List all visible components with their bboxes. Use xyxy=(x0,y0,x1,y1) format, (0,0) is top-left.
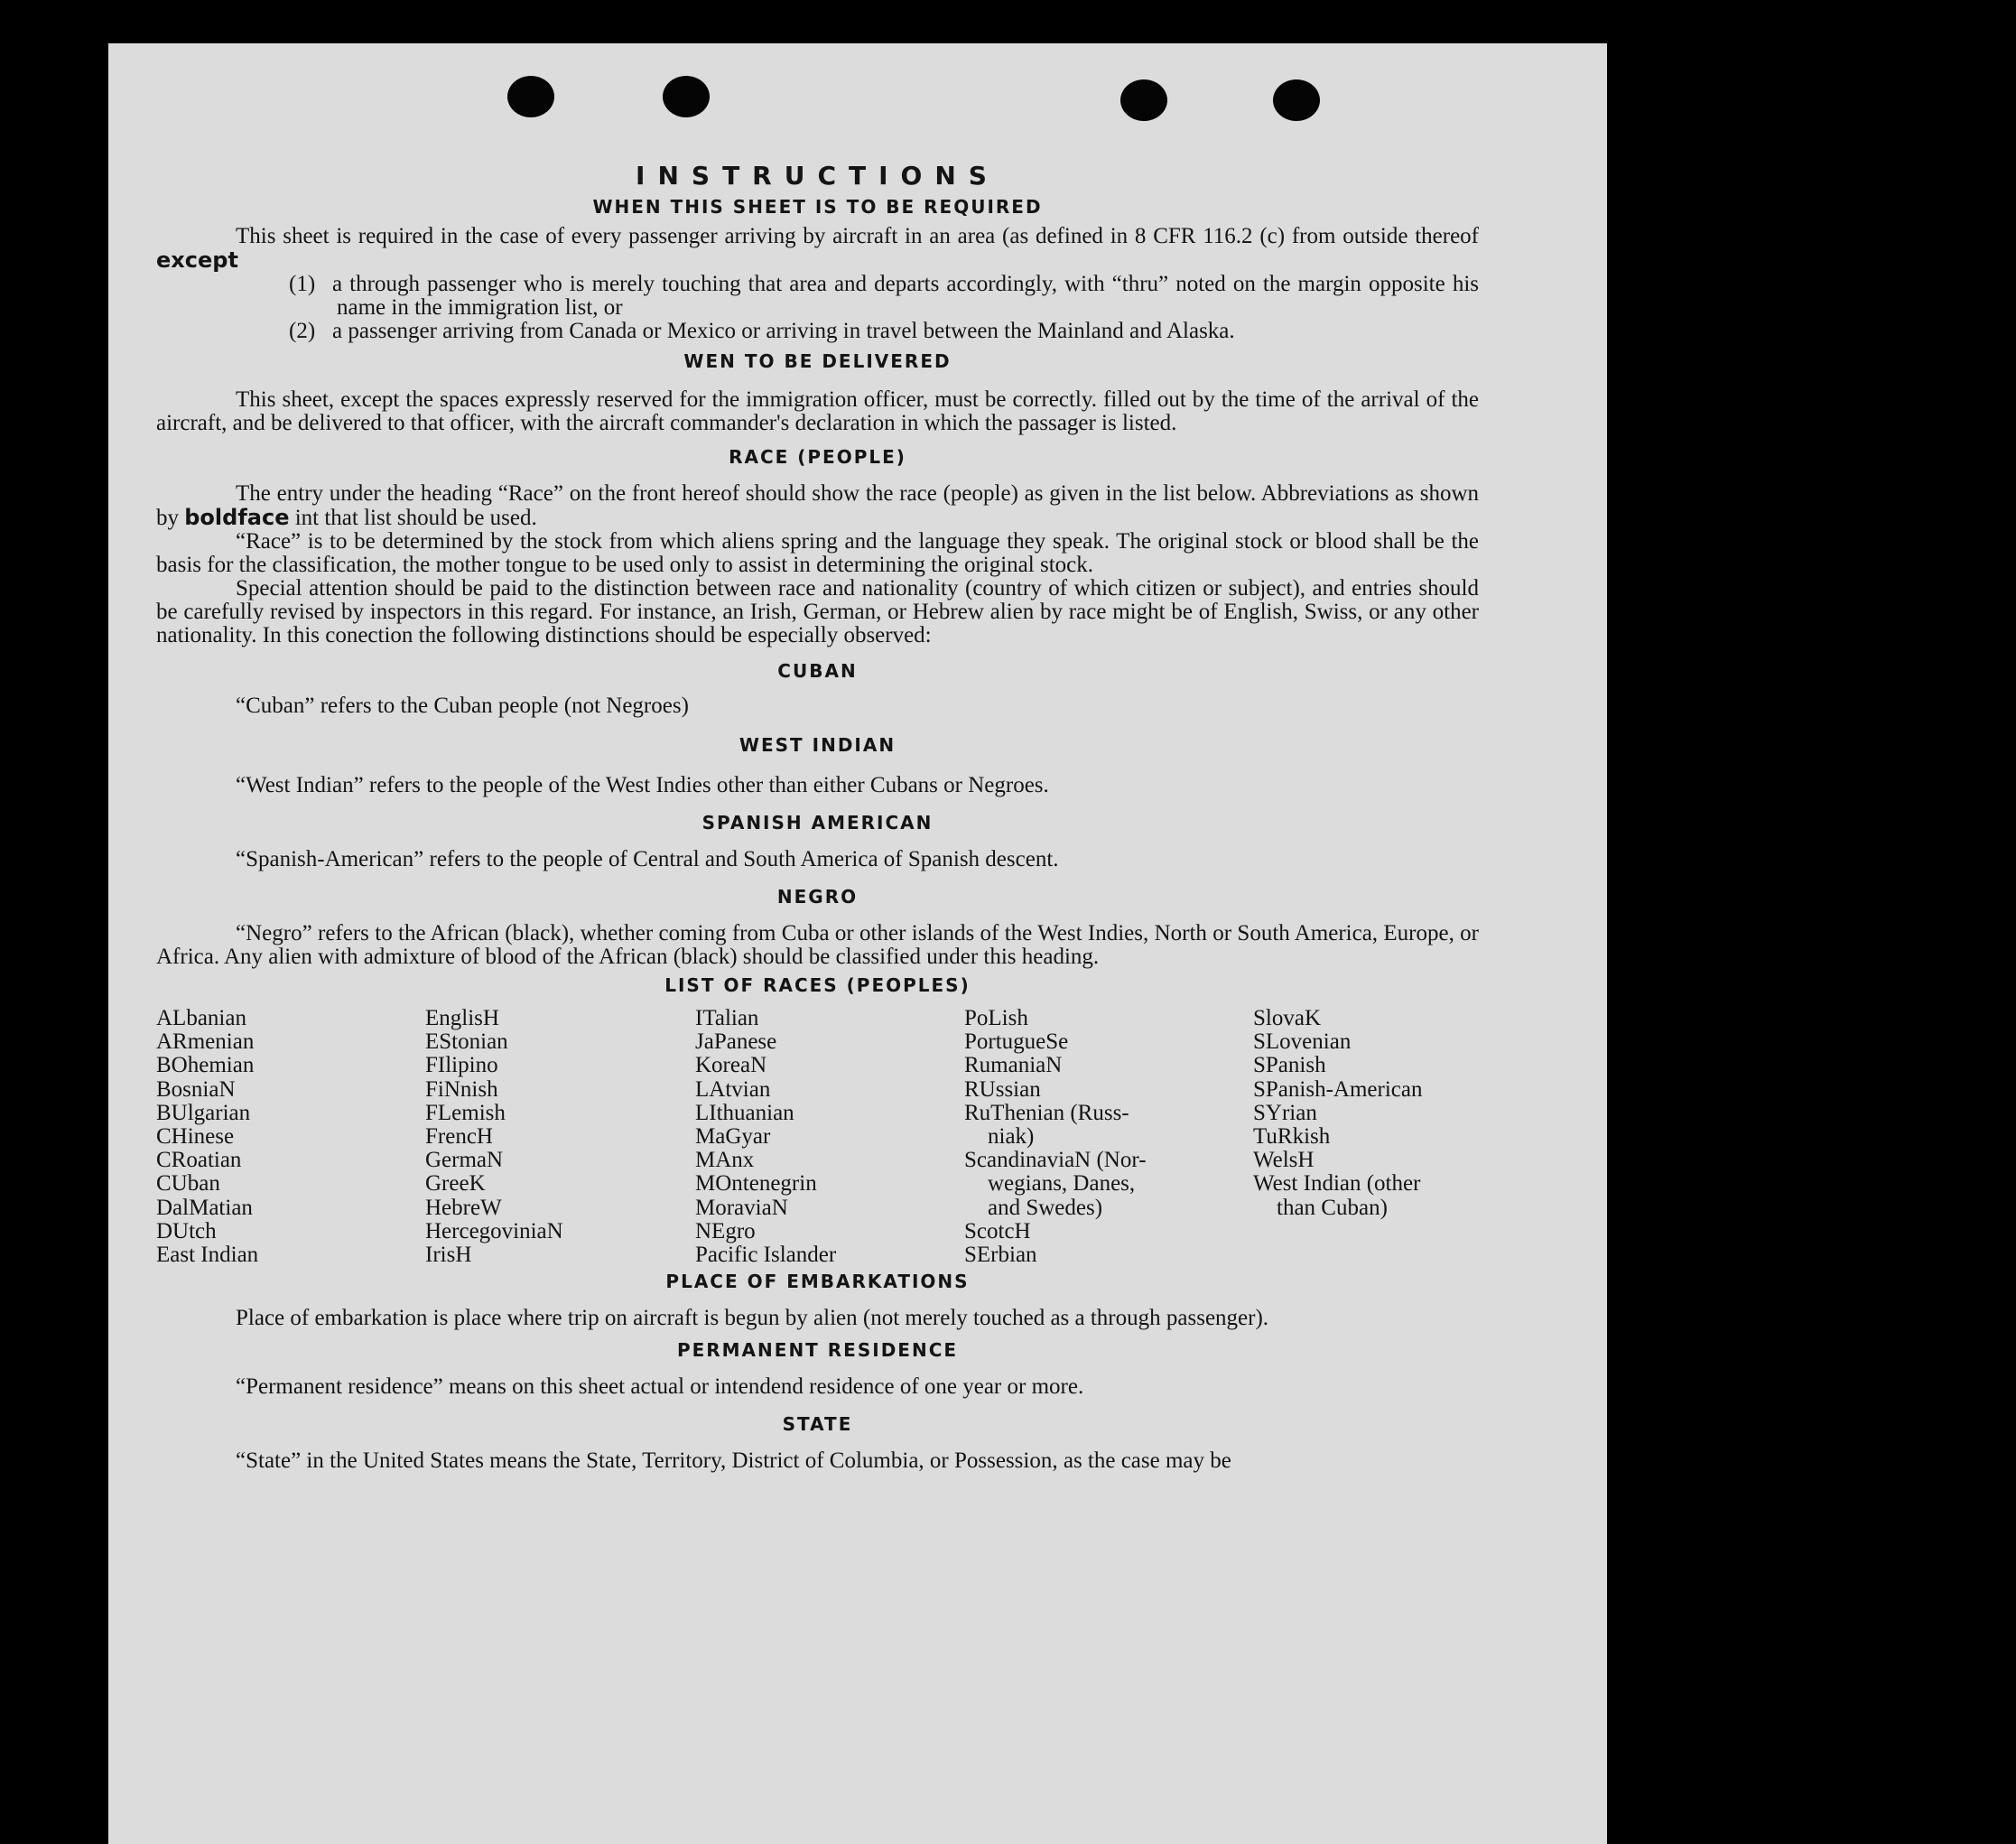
race-entry: WelsH xyxy=(1253,1148,1315,1173)
race-entry: RumaniaN xyxy=(964,1053,1063,1078)
race-entry: ScandinaviaN (Nor- xyxy=(964,1148,1147,1173)
race-entry: niak) xyxy=(988,1124,1035,1150)
races-column xyxy=(695,1007,836,1267)
punch-hole xyxy=(1273,79,1320,121)
race-entry: IrisH xyxy=(425,1243,472,1268)
races-column xyxy=(964,1007,1147,1267)
punch-hole xyxy=(1120,79,1167,121)
race-entry: SLovenian xyxy=(1253,1029,1352,1055)
race-entry: MoraviaN xyxy=(695,1195,788,1220)
section-heading: CUBAN xyxy=(777,660,858,682)
paragraph: Place of embarkation is place where trip on aircraft is begun by alien (not merely touched as a through passenger). xyxy=(236,1306,1269,1330)
race-entry: FLemish xyxy=(425,1100,506,1125)
race-entry: HercegoviniaN xyxy=(425,1218,563,1243)
race-entry: FiNnish xyxy=(425,1076,498,1102)
race-entry: EStonian xyxy=(425,1029,508,1055)
race-entry: CRoatian xyxy=(156,1148,242,1173)
race-entry: HebreW xyxy=(425,1195,502,1220)
race-entry: GermaN xyxy=(425,1148,504,1173)
section-heading: PLACE OF EMBARKATIONS xyxy=(665,1271,970,1292)
race-entry: SPanish xyxy=(1253,1053,1326,1078)
race-entry: PortugueSe xyxy=(964,1029,1069,1055)
section-heading: SPANISH AMERICAN xyxy=(701,812,934,834)
race-entry: BosniaN xyxy=(156,1076,236,1102)
race-entry: and Swedes) xyxy=(988,1195,1103,1220)
race-entry: MAnx xyxy=(695,1148,755,1173)
race-entry: SPanish-American xyxy=(1253,1076,1423,1102)
paragraph: “State” in the United States means the State, Territory, District of Columbia, or Possession, as the case may be xyxy=(236,1448,1231,1473)
race-entry: BUlgarian xyxy=(156,1100,251,1125)
races-column xyxy=(1253,1007,1422,1220)
paragraph: “Spanish-American” refers to the people of Central and South America of Spanish descent. xyxy=(236,847,1059,871)
race-entry: East Indian xyxy=(156,1243,259,1268)
race-entry: West Indian (other xyxy=(1253,1171,1421,1197)
race-entry: ScotcH xyxy=(964,1218,1031,1243)
race-entry: LIthuanian xyxy=(695,1100,794,1125)
race-entry: CHinese xyxy=(156,1124,235,1150)
race-entry: EnglisH xyxy=(425,1006,499,1030)
race-entry: ITalian xyxy=(695,1006,759,1030)
section-heading: WEN TO BE DELIVERED xyxy=(683,350,952,372)
race-entry: PoLish xyxy=(964,1006,1028,1030)
race-entry: JaPanese xyxy=(695,1029,777,1055)
paragraph: “Race” is to be determined by the stock from which aliens spring and the language they speak. The original stock or blood shall be the basis for the classification, the mother tongue to be used only to assist in determining the original stock. xyxy=(156,529,1479,577)
paragraph: Special attention should be paid to the distinction between race and nationality (country of which citizen or subject), and entries should be carefully revised by inspectors in this regard. For instance, an Irish, German, or Hebrew alien by race might be of English, Swiss, or any other nationality. In this conection the following distinctions should be especially observed: xyxy=(156,576,1479,647)
races-column xyxy=(425,1007,563,1267)
race-entry: MOntenegrin xyxy=(695,1171,817,1197)
section-heading: RACE (PEOPLE) xyxy=(729,446,906,468)
race-entry: SYrian xyxy=(1253,1100,1317,1125)
race-entry: CUban xyxy=(156,1171,220,1197)
paragraph: “West Indian” refers to the people of the West Indies other than either Cubans or Negroes. xyxy=(236,773,1049,797)
punch-hole xyxy=(507,76,554,117)
race-entry: DalMatian xyxy=(156,1195,253,1220)
item-text: a passenger arriving from Canada or Mexico or arriving in travel between the Mainland and Alaska. xyxy=(332,319,1235,343)
paragraph: “Negro” refers to the African (black), whether coming from Cuba or other islands of the West Indies, North or South America, Europe, or Africa. Any alien with admixture of blood of the African (black) should be classified under this heading. xyxy=(156,921,1479,969)
section-heading: LIST OF RACES (PEOPLES) xyxy=(664,974,971,996)
paragraph-text: This sheet is required in the case of every passenger arriving by aircraft in an area (as defined in 8 CFR 116.2 (c) from outside thereof xyxy=(236,224,1479,248)
race-entry: than Cuban) xyxy=(1277,1195,1388,1220)
race-entry: Pacific Islander xyxy=(695,1243,837,1268)
race-entry: FIlipino xyxy=(425,1053,498,1078)
item-number: (2) xyxy=(289,319,316,343)
race-entry: wegians, Danes, xyxy=(988,1171,1136,1197)
race-entry: ARmenian xyxy=(156,1029,255,1055)
race-entry: BOhemian xyxy=(156,1053,255,1078)
paragraph-text: The entry under the heading “Race” on the front hereof should show the race (people) as given in the list below. Abbreviations as shown by xyxy=(156,481,1479,530)
section-heading: WEST INDIAN xyxy=(739,734,897,756)
section-heading: WHEN THIS SHEET IS TO BE REQUIRED xyxy=(592,196,1043,218)
item-number: (1) xyxy=(289,272,316,296)
page-title: INSTRUCTIONS xyxy=(636,161,999,191)
paragraph xyxy=(156,482,1479,530)
race-entry: RUssian xyxy=(964,1076,1041,1102)
keyword: except xyxy=(156,247,238,273)
list-item xyxy=(156,273,1479,320)
race-entry: ALbanian xyxy=(156,1006,246,1030)
paragraph: “Cuban” refers to the Cuban people (not Negroes) xyxy=(236,694,689,718)
section-heading: STATE xyxy=(782,1413,853,1435)
race-entry: GreeK xyxy=(425,1171,486,1197)
race-entry: SlovaK xyxy=(1253,1006,1321,1030)
item-text: a through passenger who is merely touching that area and departs accordingly, with “thru” noted on the margin opposite his name in the immigration list, or xyxy=(332,272,1479,320)
document-page xyxy=(108,43,1607,1844)
race-entry: MaGyar xyxy=(695,1124,771,1150)
race-entry: LAtvian xyxy=(695,1076,771,1102)
race-entry: SErbian xyxy=(964,1243,1037,1268)
race-entry: RuThenian (Russ- xyxy=(964,1100,1129,1125)
paragraph-text: int that list should be used. xyxy=(294,506,537,530)
section-heading: NEGRO xyxy=(776,886,859,908)
paragraph: This sheet, except the spaces expressly reserved for the immigration officer, must be correctly. filled out by the time of the arrival of the aircraft, and be delivered to that officer, with the aircraft commander's declaration in which the passager is listed. xyxy=(156,387,1479,435)
race-entry: DUtch xyxy=(156,1218,217,1243)
section-heading: PERMANENT RESIDENCE xyxy=(676,1339,959,1361)
race-entry: TuRkish xyxy=(1253,1124,1331,1150)
list-item xyxy=(156,320,1479,343)
race-entry: FrencH xyxy=(425,1124,493,1150)
keyword: boldface xyxy=(184,505,290,530)
races-column xyxy=(156,1007,258,1267)
instructions-content xyxy=(156,161,1479,1473)
punch-hole xyxy=(663,76,710,117)
paragraph xyxy=(156,225,1479,273)
race-entry: NEgro xyxy=(695,1218,756,1243)
race-entry: KoreaN xyxy=(695,1053,767,1078)
paragraph: “Permanent residence” means on this sheet actual or intendend residence of one year or more. xyxy=(236,1374,1084,1399)
races-list xyxy=(156,1007,1479,1271)
